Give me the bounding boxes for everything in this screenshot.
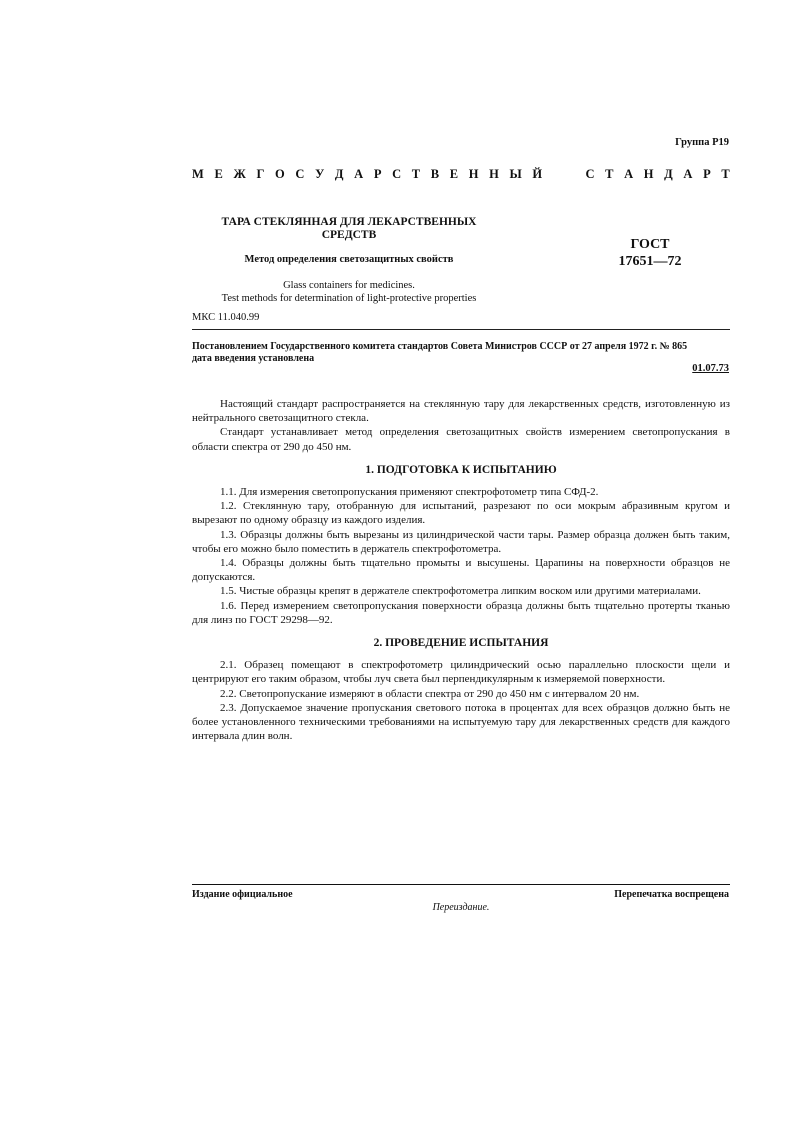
- english-title-line-2: Test methods for determination of light-protective properties: [221, 293, 477, 304]
- document-subtitle: Метод определения светозащитных свойств: [244, 254, 454, 265]
- section-1-heading: 1. ПОДГОТОВКА К ИСПЫТАНИЮ: [365, 463, 557, 476]
- banner-letter: В: [430, 167, 440, 181]
- banner-letter: Н: [489, 167, 499, 181]
- english-title: [192, 279, 506, 305]
- mks-code: МКС 11.040.99: [192, 312, 260, 323]
- banner-letter: Д: [664, 167, 673, 181]
- banner-letter: О: [275, 167, 285, 181]
- gost-number: [605, 236, 695, 270]
- banner-letter: У: [315, 167, 325, 181]
- clause-2-1: 2.1. Образец помещают в спектрофотометр цилиндрический осью параллельно плоскости щели и центрируют его таким образом, чтобы луч света был перпендикулярным к измеряемой поверхности.: [192, 659, 730, 686]
- banner-letter: М: [192, 167, 204, 181]
- title-line-2: СРЕДСТВ: [321, 229, 377, 241]
- gost-code: 17651—72: [618, 254, 682, 269]
- clause-2-3: 2.3. Допускаемое значение пропускания светового потока в процентах для всех образцов должно быть не более установленного техническими требованиями на испытуемую тару для лекарственных средств для каждого интервала длин волн.: [192, 701, 730, 743]
- clause-1-1: 1.1. Для измерения светопропускания применяют спектрофотометр типа СФД-2.: [220, 486, 599, 499]
- clause-1-2: 1.2. Стеклянную тару, отобранную для испытаний, разрезают по оси мокрым абразивным кругом и вырезают по одному образцу из каждого изделия.: [192, 500, 730, 527]
- banner-letter: Г: [256, 167, 265, 181]
- banner-letter: Е: [214, 167, 223, 181]
- decree-line-1: Постановлением Государственного комитета стандартов Совета Министров СССР от 27 апреля 1972 г. № 865: [192, 341, 688, 352]
- decree-line-2: дата введения установлена: [192, 353, 315, 364]
- banner-letter: С: [585, 167, 595, 181]
- official-edition-label: Издание официальное: [192, 889, 293, 900]
- banner-gap: [553, 167, 575, 182]
- divider: [192, 329, 730, 330]
- banner-letter: Н: [643, 167, 654, 181]
- paragraph: Настоящий стандарт распространяется на стеклянную тару для лекарственных средств, изготовленную из нейтрального светозащитного стекла.: [192, 398, 730, 425]
- introduction-date: 01.07.73: [692, 363, 729, 374]
- banner-letter: Е: [449, 167, 459, 181]
- banner-letter: Д: [334, 167, 344, 181]
- clause-1-3: 1.3. Образцы должны быть вырезаны из цилиндрической части тары. Размер образца должен быть таким, чтобы его можно было поместить в держатель спектрофотометра.: [192, 528, 730, 555]
- banner-letter: Т: [721, 167, 730, 181]
- document-title: [192, 216, 506, 242]
- english-title-line-1: Glass containers for medicines.: [283, 280, 415, 291]
- banner-letter: Р: [373, 167, 382, 181]
- banner-letter: Ы: [509, 167, 522, 181]
- section-2-heading: 2. ПРОВЕДЕНИЕ ИСПЫТАНИЯ: [373, 637, 549, 650]
- group-code: Группа Р19: [675, 137, 729, 148]
- banner-letter: А: [354, 167, 364, 181]
- clause-1-5: 1.5. Чистые образцы крепят в держателе спектрофотометра липким воском или другими материалами.: [220, 585, 701, 598]
- banner-letter: Р: [703, 167, 711, 181]
- decree-text: [192, 341, 730, 365]
- banner-letter: А: [683, 167, 693, 181]
- banner-letter: Т: [411, 167, 421, 181]
- interstate-standard-banner: [192, 167, 730, 182]
- reissue-label: Переиздание.: [432, 902, 490, 913]
- reprint-prohibited-label: Перепечатка воспрещена: [614, 889, 729, 900]
- document-body: [192, 397, 730, 743]
- banner-letter: А: [624, 167, 634, 181]
- paragraph: Стандарт устанавливает метод определения светозащитных свойств измерением светопропускания в области спектра от 290 до 450 нм.: [192, 426, 730, 453]
- banner-letter: Т: [605, 167, 614, 181]
- clause-1-4: 1.4. Образцы должны быть тщательно промыты и высушены. Царапины на поверхности образцов не допускаются.: [192, 557, 730, 584]
- banner-letter: Ж: [233, 167, 246, 181]
- footer-divider: [192, 884, 730, 885]
- banner-letter: Н: [468, 167, 479, 181]
- clause-1-6: 1.6. Перед измерением светопропускания поверхности образца должны быть тщательно протерты тканью для линз по ГОСТ 29298—92.: [192, 599, 730, 626]
- gost-label: ГОСТ: [630, 237, 670, 252]
- banner-letter: С: [295, 167, 305, 181]
- banner-letter: С: [392, 167, 402, 181]
- clause-2-2: 2.2. Светопропускание измеряют в области спектра от 290 до 450 нм с интервалом 20 нм.: [220, 687, 640, 700]
- banner-letter: Й: [532, 167, 543, 181]
- title-line-1: ТАРА СТЕКЛЯННАЯ ДЛЯ ЛЕКАРСТВЕННЫХ: [221, 216, 477, 228]
